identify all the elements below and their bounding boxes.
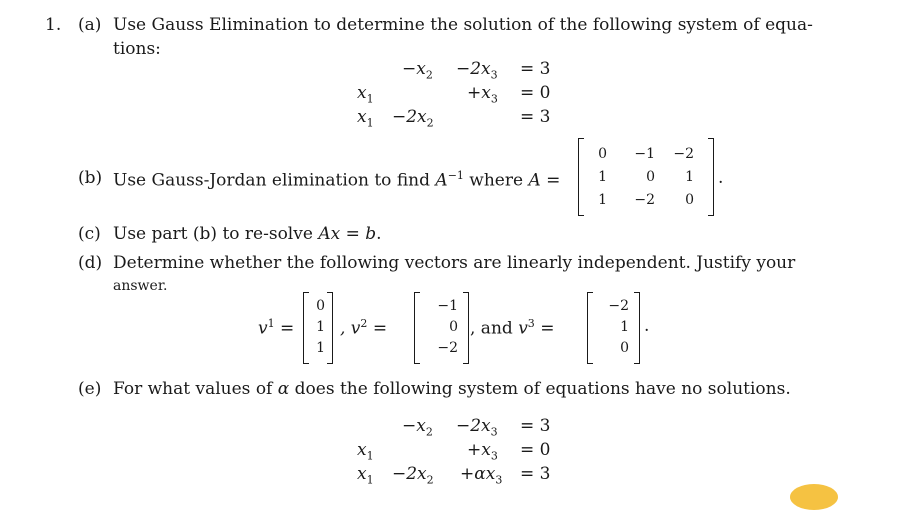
system-e-r1-term1: $-x_2$ (402, 416, 433, 439)
v3-cell: 0 (620, 340, 629, 356)
system-a-r1-rhs: = 3 (520, 59, 551, 79)
system-a-r1-term2: $-2x_3$ (456, 59, 498, 82)
matrix-a-cell: 0 (646, 169, 655, 185)
matrix-a-cell: −1 (634, 146, 655, 162)
matrix-a-cell: 0 (598, 146, 607, 162)
system-e-r3-term3: $+\alpha x_3$ (460, 464, 503, 487)
part-b-text: Use Gauss-Jordan elimination to find $A^{-1}$ where A = (113, 169, 561, 191)
v2-right-bracket (463, 292, 469, 364)
system-a-r2-term1: $x_1$ (357, 83, 374, 106)
vectors-period: . (644, 316, 650, 336)
system-a-r1-term1: $-x_2$ (402, 59, 433, 82)
part-e-text: For what values of α does the following system of equations have no solutions. (113, 379, 791, 399)
system-e-r2-rhs: = 0 (520, 440, 551, 460)
system-e-r3-term1: $x_1$ (357, 464, 374, 487)
system-e-r3-rhs: = 3 (520, 464, 551, 484)
matrix-a-right-bracket (708, 138, 714, 216)
v2-cell: −2 (437, 340, 458, 356)
part-a-text-line2: tions: (113, 39, 161, 59)
part-b-label: (b) (78, 168, 103, 188)
v2-label: , $v^2$ = (340, 317, 388, 339)
matrix-a-cell: 0 (685, 192, 694, 208)
system-a-r2-term2: $+x_3$ (467, 83, 498, 106)
system-e-r2-term2: $+x_3$ (467, 440, 498, 463)
v3-cell: −2 (608, 298, 629, 314)
system-a-r2-rhs: = 0 (520, 83, 551, 103)
v2-cell: 0 (449, 319, 458, 335)
matrix-a-cell: 1 (685, 169, 694, 185)
and-v3-label: , and $v^3$ = (470, 317, 555, 339)
v1-cell: 0 (316, 298, 325, 314)
part-a-text-line1: Use Gauss Elimination to determine the solution of the following system of equa- (113, 15, 813, 35)
matrix-a-cell: −2 (673, 146, 694, 162)
system-e-r3-term2: $-2x_2$ (392, 464, 434, 487)
system-a-r3-term2: $-2x_2$ (392, 107, 434, 130)
matrix-a-cell: −2 (634, 192, 655, 208)
system-a-r3-term1: $x_1$ (357, 107, 374, 130)
part-a-label: (a) (78, 15, 102, 35)
matrix-a-cell: 1 (598, 169, 607, 185)
matrix-a-cell: 1 (598, 192, 607, 208)
v2-cell: −1 (437, 298, 458, 314)
corner-decoration (790, 484, 838, 510)
system-e-r1-term2: $-2x_3$ (456, 416, 498, 439)
v3-right-bracket (634, 292, 640, 364)
system-a-r3-rhs: = 3 (520, 107, 551, 127)
part-d-text-line1: Determine whether the following vectors are linearly independent. Justify your (113, 253, 796, 273)
part-d-label: (d) (78, 253, 103, 273)
v1-cell: 1 (316, 340, 325, 356)
v3-cell: 1 (620, 319, 629, 335)
system-e-r1-rhs: = 3 (520, 416, 551, 436)
part-c-label: (c) (78, 224, 101, 244)
system-e-r2-term1: $x_1$ (357, 440, 374, 463)
part-b-period: . (718, 168, 724, 188)
part-d-text-line2: answer. (113, 278, 168, 294)
v1-cell: 1 (316, 319, 325, 335)
v1-label: $v^1$ = (258, 317, 295, 339)
part-c-text: Use part (b) to re-solve Ax = b. (113, 224, 382, 244)
matrix-a-left-bracket (578, 138, 584, 216)
v1-right-bracket (327, 292, 333, 364)
problem-number: 1. (45, 15, 62, 35)
part-e-label: (e) (78, 379, 102, 399)
